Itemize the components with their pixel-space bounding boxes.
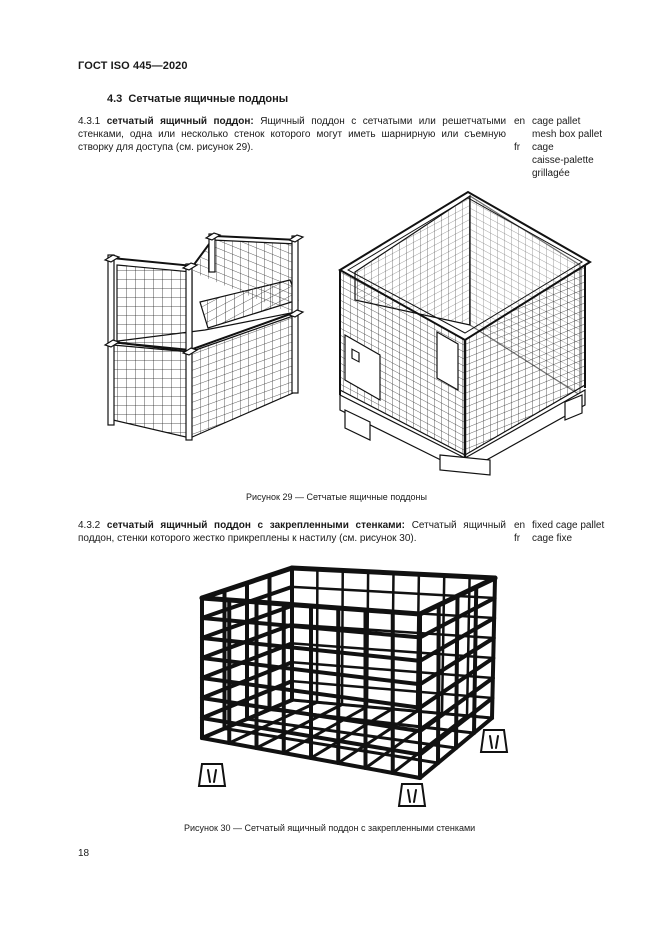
- translation-value: grillagée: [532, 168, 570, 179]
- lang-code: en: [514, 116, 526, 127]
- translation-value: cage: [532, 142, 554, 153]
- term-text: Ящичный поддон с сетчатыми или решетчатыми стенками, одна или несколько стенок которого могут иметь шарнирную или съемную створку для доступа (см. рисунок 29).: [78, 116, 507, 153]
- term-definition-4-3-2: [78, 519, 506, 545]
- term-definition-4-3-1: [78, 115, 506, 154]
- page-number: 18: [78, 848, 90, 859]
- term-name: сетчатый ящичный поддон с закрепленными стенками:: [106, 520, 406, 531]
- translation-value: cage fixe: [532, 533, 573, 544]
- translation-value: fixed cage pallet: [532, 520, 605, 531]
- section-number: 4.3: [107, 93, 123, 105]
- translation-row: [514, 128, 602, 141]
- term-translations-4-3-2: [514, 519, 604, 545]
- figure-30-caption: Рисунок 30 — Сетчатый ящичный поддон с закрепленными стенками: [184, 823, 476, 833]
- translation-value: cage pallet: [532, 116, 581, 127]
- figure-29-caption: Рисунок 29 — Сетчатые ящичные поддоны: [246, 492, 427, 502]
- translation-row: [514, 115, 602, 128]
- translation-value: mesh box pallet: [532, 129, 603, 140]
- lang-code: fr: [514, 142, 521, 153]
- document-header: ГОСТ ISO 445—2020: [78, 60, 188, 72]
- translation-row: [514, 141, 602, 154]
- section-title: [107, 93, 288, 105]
- translation-value: caisse-palette: [532, 155, 594, 166]
- term-name: сетчатый ящичный поддон:: [106, 116, 254, 127]
- term-number: 4.3.1: [78, 116, 101, 127]
- translation-row: [514, 519, 604, 532]
- term-text: Сетчатый ящичный поддон, стенки которого жестко прикреплены к настилу (см. рисунок 30).: [78, 520, 507, 544]
- lang-code: fr: [514, 533, 521, 544]
- term-number: 4.3.2: [78, 520, 101, 531]
- translation-row: [514, 532, 604, 545]
- term-translations-4-3-1: [514, 115, 602, 180]
- lang-code: en: [514, 520, 526, 531]
- translation-row: [514, 167, 602, 180]
- section-title-text: Сетчатые ящичные поддоны: [128, 93, 289, 105]
- translation-row: [514, 154, 602, 167]
